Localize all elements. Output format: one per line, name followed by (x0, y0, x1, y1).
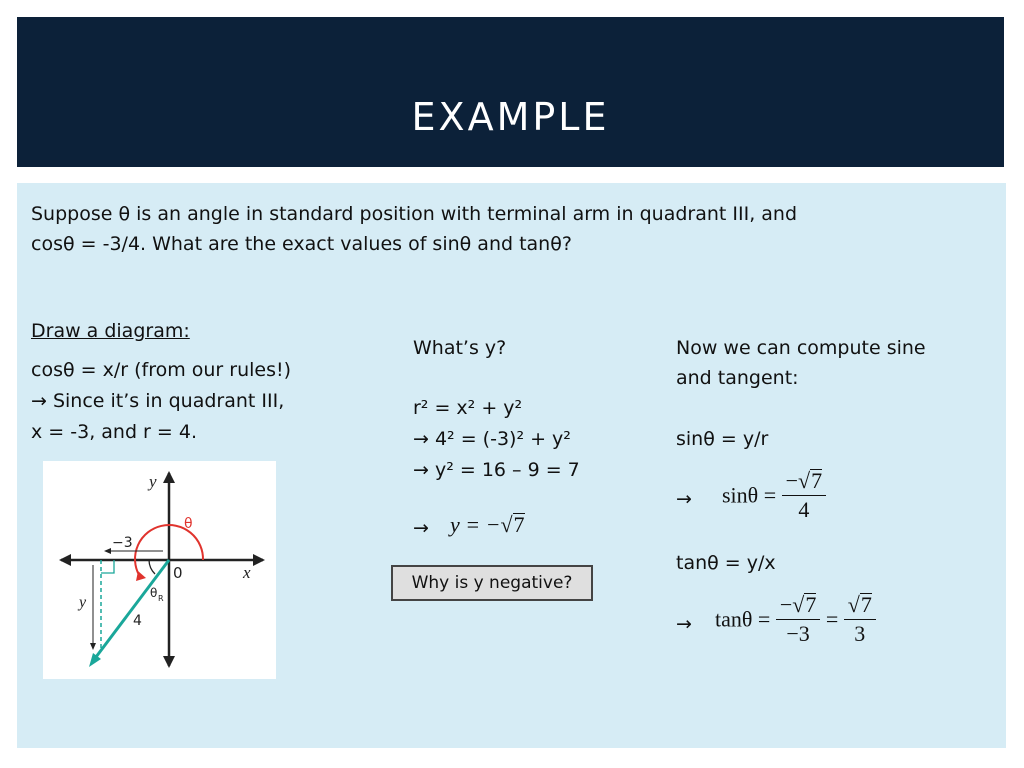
compute-heading-line-2: and tangent: (676, 367, 799, 389)
sin-arrow-line (676, 484, 692, 514)
tan-fraction-2 (844, 591, 876, 648)
arrow-icon: → (413, 428, 429, 450)
tan-denominator-2: 3 (854, 621, 866, 646)
origin-label: 0 (173, 564, 183, 582)
tan-result-math (715, 591, 876, 648)
tan-arrow-line (676, 609, 692, 639)
y-result-lhs: y = − (450, 512, 501, 537)
arrow-icon: → (676, 488, 692, 510)
tan-lhs: tanθ = (715, 606, 771, 632)
pythagorean-equation: r² = x² + y² (413, 397, 523, 419)
x-measure-arrow (104, 548, 111, 554)
x-r-values: x = -3, and r = 4. (31, 421, 197, 443)
tan-radicand-2: 7 (860, 592, 872, 617)
y-result-radicand: 7 (513, 512, 525, 537)
tan-numerator-1: −√7 (776, 591, 821, 620)
arrow-icon: → (676, 613, 692, 635)
tan-numerator-2: √7 (844, 591, 876, 620)
x-axis-right-arrow (253, 554, 265, 566)
arrow-icon: → (31, 390, 47, 412)
why-y-negative-button[interactable]: Why is y negative? (391, 565, 593, 601)
x-axis-label: x (243, 563, 251, 582)
y-result-math: y = −√7 (450, 512, 525, 537)
substitution-text: 4² = (-3)² + y² (434, 428, 571, 450)
sin-definition: sinθ = y/r (676, 428, 769, 450)
cos-rule-text: cosθ = x/r (from our rules!) (31, 359, 292, 381)
compute-heading-line-1: Now we can compute sine (676, 337, 926, 359)
draw-diagram-heading: Draw a diagram: (31, 320, 190, 342)
y-squared-line (413, 455, 580, 485)
y-axis-top-arrow (163, 471, 175, 483)
y-result-line (413, 513, 429, 543)
problem-line-1: Suppose θ is an angle in standard position with terminal arm in quadrant III, and (31, 203, 798, 225)
sin-result-math (722, 467, 826, 524)
x-axis-left-arrow (59, 554, 71, 566)
tan-fraction-1 (776, 591, 821, 648)
ref-angle-label: θ (150, 586, 158, 600)
diagram-svg (43, 461, 276, 679)
ref-angle-arc (149, 560, 155, 574)
right-angle-marker (101, 560, 114, 573)
sin-fraction (782, 467, 827, 524)
y-side-label: y (79, 594, 87, 611)
r-label: 4 (133, 613, 142, 629)
sin-radicand: 7 (811, 468, 823, 493)
y-measure-arrow (90, 643, 96, 650)
slide-title: EXAMPLE (411, 95, 610, 139)
tan-radicand-1: 7 (805, 592, 817, 617)
tan-num-sign: − (779, 592, 793, 617)
y-axis-label: y (149, 472, 157, 491)
quadrant-diagram (43, 461, 276, 679)
problem-line-2: cosθ = -3/4. What are the exact values of sinθ and tanθ? (31, 233, 572, 255)
title-bar (17, 17, 1004, 167)
quadrant-text: Since it’s in quadrant III, (52, 390, 285, 412)
sin-num-sign: − (785, 468, 799, 493)
x-value-label: −3 (112, 535, 133, 551)
arrow-icon: → (413, 459, 429, 481)
ref-angle-subscript: R (158, 594, 164, 603)
substitution-line (413, 424, 571, 454)
y-squared-text: y² = 16 – 9 = 7 (434, 459, 580, 481)
sin-lhs: sinθ = (722, 482, 777, 508)
quadrant-line (31, 386, 284, 416)
terminal-arm (93, 560, 169, 661)
theta-label: θ (184, 516, 193, 532)
tan-equals: = (825, 606, 839, 632)
sin-denominator: 4 (798, 497, 810, 522)
tan-definition: tanθ = y/x (676, 552, 776, 574)
sin-numerator: −√7 (782, 467, 827, 496)
tan-denominator-1: −3 (786, 621, 810, 646)
whats-y-heading: What’s y? (413, 337, 507, 359)
y-axis-bottom-arrow (163, 656, 175, 668)
arrow-icon: → (413, 517, 429, 539)
